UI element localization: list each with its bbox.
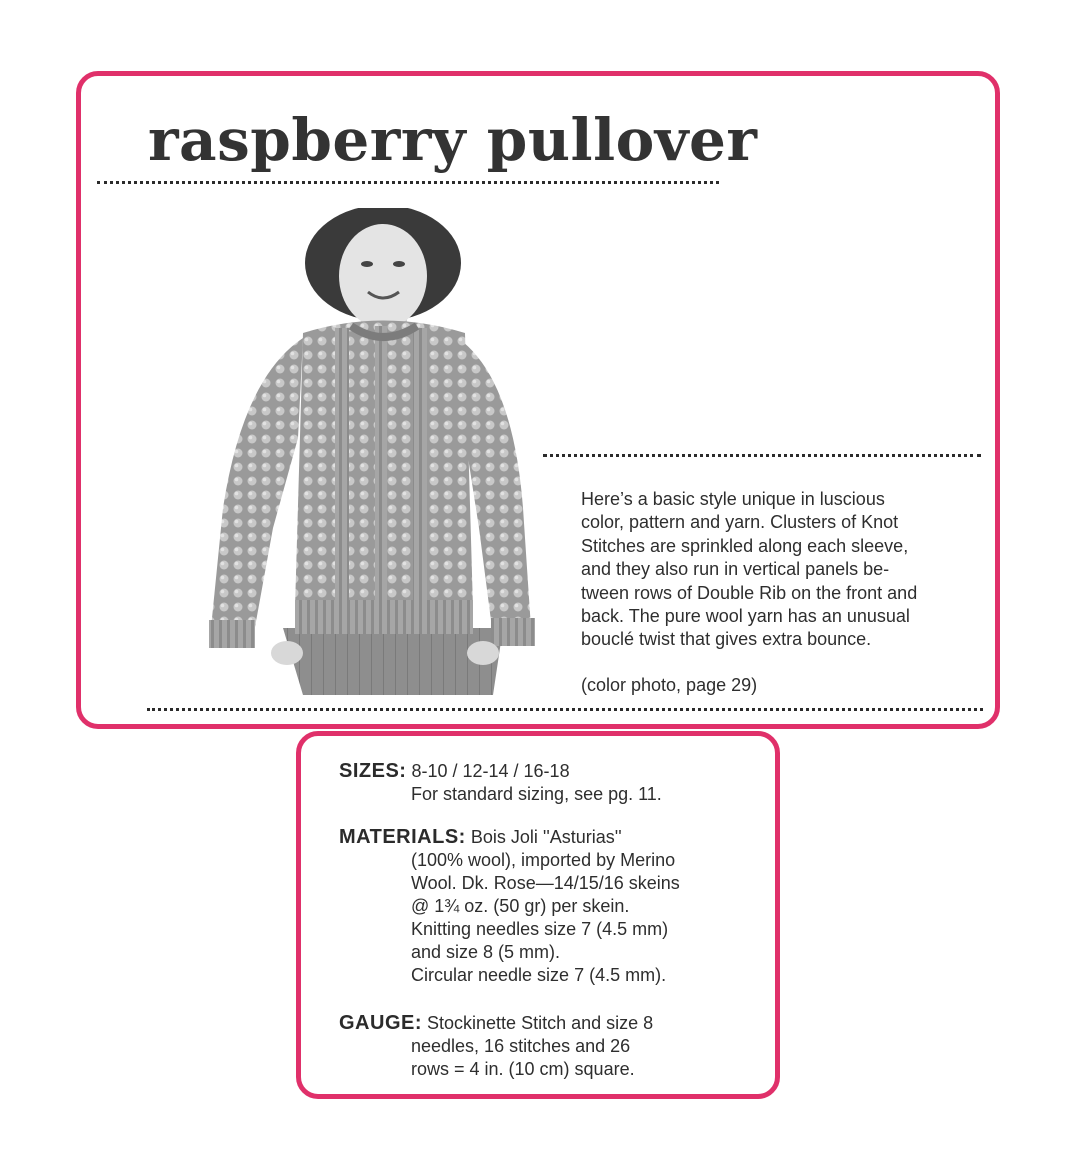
gauge-line: needles, 16 stitches and 26 xyxy=(411,1036,631,1056)
title-dotted-rule xyxy=(97,181,719,184)
materials-line: Circular needle size 7 (4.5 mm). xyxy=(411,965,667,985)
materials-line: and size 8 (5 mm). xyxy=(411,942,561,962)
sizes-section xyxy=(339,760,759,806)
description-line: Stitches are sprinkled along each sleeve, xyxy=(581,535,909,556)
materials-first-line: Bois Joli ''Asturias'' xyxy=(470,827,622,847)
description-line: and they also run in vertical panels be- xyxy=(581,559,890,580)
description-dotted-rule xyxy=(543,454,981,457)
materials-line: @ 1¾ oz. (50 gr) per skein. xyxy=(411,896,630,916)
gauge-first-line: Stockinette Stitch and size 8 xyxy=(427,1013,654,1033)
sizes-note: For standard sizing, see pg. 11. xyxy=(411,784,662,804)
specs-card xyxy=(296,731,780,1099)
pattern-header-card xyxy=(76,71,1000,729)
gauge-line: rows = 4 in. (10 cm) square. xyxy=(411,1059,635,1079)
photo-reference: (color photo, page 29) xyxy=(581,675,758,695)
materials-section xyxy=(339,826,759,987)
model-photo xyxy=(203,208,553,695)
page-title: raspberry pullover xyxy=(148,106,758,174)
materials-label: MATERIALS: xyxy=(339,826,466,848)
sizes-value: 8-10 / 12-14 / 16-18 xyxy=(411,761,570,781)
description-text xyxy=(581,488,981,652)
bottom-dotted-rule xyxy=(147,708,983,711)
materials-line: Wool. Dk. Rose—14/15/16 skeins xyxy=(411,873,680,893)
gauge-section xyxy=(339,1012,759,1081)
description-line: tween rows of Double Rib on the front and xyxy=(581,582,918,603)
description-line: back. The pure wool yarn has an unusual xyxy=(581,606,910,627)
description-line: Here’s a basic style unique in luscious xyxy=(581,489,885,509)
description-line: bouclé twist that gives extra bounce. xyxy=(581,629,872,650)
description-line: color, pattern and yarn. Clusters of Knot xyxy=(581,512,899,533)
materials-line: Knitting needles size 7 (4.5 mm) xyxy=(411,919,669,939)
materials-line: (100% wool), imported by Merino xyxy=(411,850,676,870)
gauge-label: GAUGE: xyxy=(339,1012,422,1034)
sizes-label: SIZES: xyxy=(339,760,407,782)
